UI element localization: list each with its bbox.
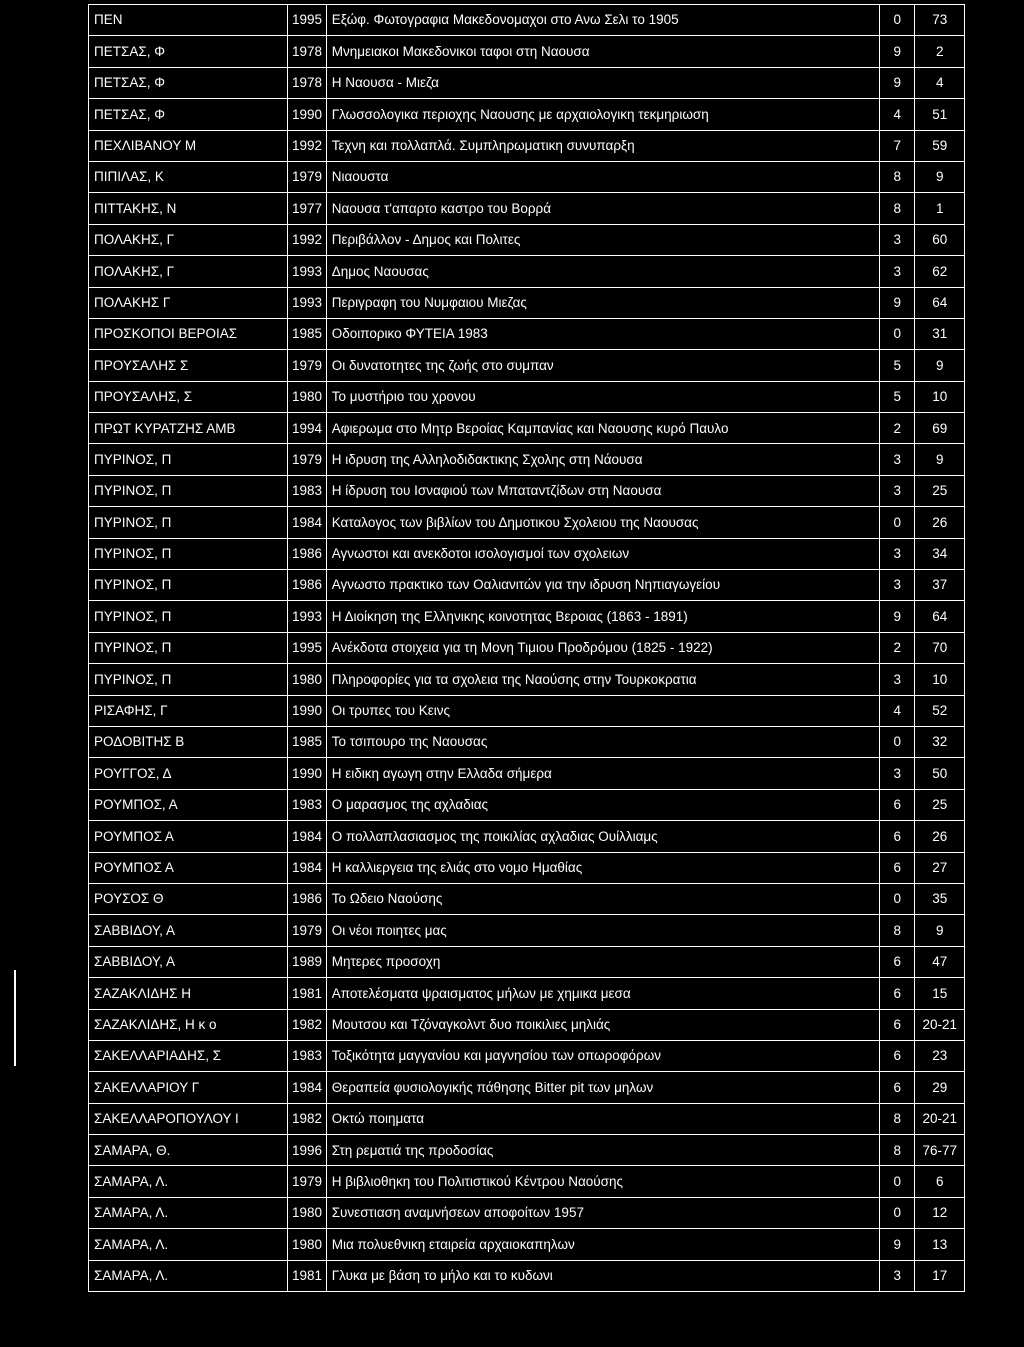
author-cell: ΠΡΩΤ ΚΥΡΑΤΖΗΣ ΑΜΒ xyxy=(89,413,288,444)
author-cell: ΠΕΤΣΑΣ, Φ xyxy=(89,36,288,67)
year-cell: 1984 xyxy=(288,821,326,852)
table-body xyxy=(89,5,965,1292)
title-cell: Το μυστήριο του χρονου xyxy=(326,381,879,412)
table-row xyxy=(89,570,965,601)
page-cell: 76-77 xyxy=(915,1135,965,1166)
issue-cell: 6 xyxy=(880,789,915,820)
author-cell: ΠΥΡΙΝΟΣ, Π xyxy=(89,664,288,695)
issue-cell: 8 xyxy=(880,1103,915,1134)
page-cell: 37 xyxy=(915,570,965,601)
author-cell: ΠΟΛΑΚΗΣ Γ xyxy=(89,287,288,318)
page-cell: 27 xyxy=(915,852,965,883)
issue-cell: 8 xyxy=(880,193,915,224)
author-cell: ΣΑΜΑΡΑ, Λ. xyxy=(89,1229,288,1260)
title-cell: Τοξικότητα μαγγανίου και μαγνησίου των οπωροφόρων xyxy=(326,1040,879,1071)
title-cell: Μια πολυεθνικη εταιρεία αρχαιοκαπηλων xyxy=(326,1229,879,1260)
table-row xyxy=(89,538,965,569)
year-cell: 1985 xyxy=(288,726,326,757)
table-row xyxy=(89,821,965,852)
page-cell: 29 xyxy=(915,1072,965,1103)
author-cell: ΠΥΡΙΝΟΣ, Π xyxy=(89,507,288,538)
author-cell: ΠΥΡΙΝΟΣ, Π xyxy=(89,632,288,663)
author-cell: ΣΑΒΒΙΔΟΥ, Α xyxy=(89,946,288,977)
issue-cell: 3 xyxy=(880,758,915,789)
year-cell: 1978 xyxy=(288,36,326,67)
year-cell: 1981 xyxy=(288,978,326,1009)
year-cell: 1994 xyxy=(288,413,326,444)
page-cell: 9 xyxy=(915,161,965,192)
table-row xyxy=(89,475,965,506)
year-cell: 1986 xyxy=(288,538,326,569)
title-cell: Στη ρεματιά της προδοσίας xyxy=(326,1135,879,1166)
author-cell: ΣΑΚΕΛΛΑΡΙΟΥ Γ xyxy=(89,1072,288,1103)
author-cell: ΠΡΟΥΣΑΛΗΣ, Σ xyxy=(89,381,288,412)
issue-cell: 3 xyxy=(880,664,915,695)
issue-cell: 9 xyxy=(880,36,915,67)
title-cell: Η ειδικη αγωγη στην Ελλαδα σήμερα xyxy=(326,758,879,789)
title-cell: Τεχνη και πολλαπλά. Συμπληρωματικη συνυπαρξη xyxy=(326,130,879,161)
page-cell: 62 xyxy=(915,256,965,287)
issue-cell: 2 xyxy=(880,413,915,444)
article-index-table xyxy=(88,4,965,1292)
title-cell: Ανέκδοτα στοιχεια για τη Μονη Τιμιου Προδρόμου (1825 - 1922) xyxy=(326,632,879,663)
author-cell: ΠΥΡΙΝΟΣ, Π xyxy=(89,538,288,569)
page-cell: 69 xyxy=(915,413,965,444)
page-cell: 64 xyxy=(915,601,965,632)
title-cell: Συνεστιαση αναμνήσεων αποφοίτων 1957 xyxy=(326,1197,879,1228)
issue-cell: 0 xyxy=(880,5,915,36)
author-cell: ΣΑΚΕΛΛΑΡΙΑΔΗΣ, Σ xyxy=(89,1040,288,1071)
issue-cell: 3 xyxy=(880,570,915,601)
page-cell: 2 xyxy=(915,36,965,67)
issue-cell: 3 xyxy=(880,224,915,255)
page-cell: 9 xyxy=(915,915,965,946)
author-cell: ΣΑΒΒΙΔΟΥ, Α xyxy=(89,915,288,946)
table-row xyxy=(89,915,965,946)
table-row xyxy=(89,1135,965,1166)
title-cell: Αγνωστο πρακτικο των Οαλιανιτών για την ιδρυση Νηπιαγωγείου xyxy=(326,570,879,601)
year-cell: 1980 xyxy=(288,664,326,695)
title-cell: Ο πολλαπλασιασμος της ποικιλίας αχλαδιας Ουίλλιαμς xyxy=(326,821,879,852)
author-cell: ΠΙΤΤΑΚΗΣ, Ν xyxy=(89,193,288,224)
issue-cell: 9 xyxy=(880,287,915,318)
year-cell: 1990 xyxy=(288,695,326,726)
year-cell: 1986 xyxy=(288,570,326,601)
page-cell: 26 xyxy=(915,821,965,852)
year-cell: 1983 xyxy=(288,789,326,820)
issue-cell: 3 xyxy=(880,538,915,569)
author-cell: ΣΑΜΑΡΑ, Λ. xyxy=(89,1166,288,1197)
page-cell: 17 xyxy=(915,1260,965,1291)
issue-cell: 8 xyxy=(880,1135,915,1166)
title-cell: Μητερες προσοχη xyxy=(326,946,879,977)
issue-cell: 4 xyxy=(880,695,915,726)
table-row xyxy=(89,789,965,820)
issue-cell: 6 xyxy=(880,852,915,883)
title-cell: Το τσιπουρο της Ναουσας xyxy=(326,726,879,757)
title-cell: Μνημειακοι Μακεδονικοι ταφοι στη Ναουσα xyxy=(326,36,879,67)
margin-mark xyxy=(14,970,16,1066)
year-cell: 1989 xyxy=(288,946,326,977)
page-cell: 13 xyxy=(915,1229,965,1260)
author-cell: ΠΡΟΣΚΟΠΟΙ ΒΕΡΟΙΑΣ xyxy=(89,318,288,349)
year-cell: 1993 xyxy=(288,601,326,632)
table-row xyxy=(89,36,965,67)
author-cell: ΣΑΜΑΡΑ, Λ. xyxy=(89,1197,288,1228)
author-cell: ΠΟΛΑΚΗΣ, Γ xyxy=(89,224,288,255)
year-cell: 1990 xyxy=(288,99,326,130)
title-cell: Δημος Ναουσας xyxy=(326,256,879,287)
title-cell: Περιβάλλον - Δημος και Πολιτες xyxy=(326,224,879,255)
title-cell: Η ιδρυση της Αλληλοδιδακτικης Σχολης στη Νάουσα xyxy=(326,444,879,475)
table-row xyxy=(89,1040,965,1071)
issue-cell: 3 xyxy=(880,444,915,475)
title-cell: Το Ωδειο Ναούσης xyxy=(326,883,879,914)
table-row xyxy=(89,161,965,192)
year-cell: 1979 xyxy=(288,1166,326,1197)
title-cell: Θεραπεία φυσιολογικής πάθησης Bitter pit των μηλων xyxy=(326,1072,879,1103)
year-cell: 1982 xyxy=(288,1009,326,1040)
table-row xyxy=(89,726,965,757)
page-cell: 34 xyxy=(915,538,965,569)
issue-cell: 2 xyxy=(880,632,915,663)
year-cell: 1977 xyxy=(288,193,326,224)
title-cell: Μουτσου και Τζόναγκολντ δυο ποικιλιες μηλιάς xyxy=(326,1009,879,1040)
author-cell: ΠΕΤΣΑΣ, Φ xyxy=(89,67,288,98)
author-cell: ΠΕΧΛΙΒΑΝΟΥ Μ xyxy=(89,130,288,161)
page-cell: 32 xyxy=(915,726,965,757)
author-cell: ΠΡΟΥΣΑΛΗΣ Σ xyxy=(89,350,288,381)
issue-cell: 0 xyxy=(880,883,915,914)
page-cell: 20-21 xyxy=(915,1103,965,1134)
page-cell: 20-21 xyxy=(915,1009,965,1040)
author-cell: ΡΟΥΓΓΟΣ, Δ xyxy=(89,758,288,789)
title-cell: Η ίδρυση του Ισναφιού των Μπαταντζίδων στη Ναουσα xyxy=(326,475,879,506)
title-cell: Οδοιπορικο ΦΥΤΕΙΑ 1983 xyxy=(326,318,879,349)
table-row xyxy=(89,1072,965,1103)
table-row xyxy=(89,601,965,632)
page-cell: 15 xyxy=(915,978,965,1009)
table-row xyxy=(89,67,965,98)
author-cell: ΡΟΥΜΠΟΣ, Α xyxy=(89,789,288,820)
title-cell: Αγνωστοι και ανεκδοτοι ισολογισμοί των σχολειων xyxy=(326,538,879,569)
table-row xyxy=(89,695,965,726)
page-cell: 25 xyxy=(915,475,965,506)
issue-cell: 5 xyxy=(880,350,915,381)
year-cell: 1995 xyxy=(288,5,326,36)
title-cell: Η Ναουσα - Μιεζα xyxy=(326,67,879,98)
author-cell: ΣΑΜΑΡΑ, Λ. xyxy=(89,1260,288,1291)
table-row xyxy=(89,130,965,161)
page-cell: 73 xyxy=(915,5,965,36)
page-cell: 10 xyxy=(915,664,965,695)
year-cell: 1993 xyxy=(288,287,326,318)
title-cell: Γλυκα με βάση το μήλο και το κυδωνι xyxy=(326,1260,879,1291)
table-row xyxy=(89,758,965,789)
author-cell: ΠΥΡΙΝΟΣ, Π xyxy=(89,570,288,601)
year-cell: 1979 xyxy=(288,161,326,192)
year-cell: 1979 xyxy=(288,350,326,381)
author-cell: ΠΟΛΑΚΗΣ, Γ xyxy=(89,256,288,287)
table-row xyxy=(89,1229,965,1260)
author-cell: ΣΑΜΑΡΑ, Θ. xyxy=(89,1135,288,1166)
table-row xyxy=(89,1009,965,1040)
issue-cell: 4 xyxy=(880,99,915,130)
year-cell: 1984 xyxy=(288,852,326,883)
page-cell: 10 xyxy=(915,381,965,412)
issue-cell: 0 xyxy=(880,507,915,538)
page-cell: 9 xyxy=(915,350,965,381)
title-cell: Η καλλιεργεια της ελιάς στο νομο Ημαθίας xyxy=(326,852,879,883)
title-cell: Ο μαρασμος της αχλαδιας xyxy=(326,789,879,820)
issue-cell: 7 xyxy=(880,130,915,161)
page-cell: 25 xyxy=(915,789,965,820)
page-cell: 47 xyxy=(915,946,965,977)
issue-cell: 6 xyxy=(880,946,915,977)
title-cell: Οι δυνατοτητες της ζωής στο συμπαν xyxy=(326,350,879,381)
author-cell: ΠΥΡΙΝΟΣ, Π xyxy=(89,444,288,475)
year-cell: 1992 xyxy=(288,130,326,161)
year-cell: 1978 xyxy=(288,67,326,98)
page-cell: 52 xyxy=(915,695,965,726)
table-row xyxy=(89,1197,965,1228)
table-row xyxy=(89,413,965,444)
author-cell: ΠΙΠΙΛΑΣ, Κ xyxy=(89,161,288,192)
author-cell: ΣΑΚΕΛΛΑΡΟΠΟΥΛΟΥ Ι xyxy=(89,1103,288,1134)
page-cell: 31 xyxy=(915,318,965,349)
issue-cell: 3 xyxy=(880,256,915,287)
year-cell: 1981 xyxy=(288,1260,326,1291)
title-cell: Αποτελέσματα ψραισματος μήλων με χημικα μεσα xyxy=(326,978,879,1009)
page-cell: 59 xyxy=(915,130,965,161)
year-cell: 1980 xyxy=(288,1197,326,1228)
title-cell: Οι τρυπες του Κεινς xyxy=(326,695,879,726)
table-row xyxy=(89,1103,965,1134)
page-cell: 6 xyxy=(915,1166,965,1197)
issue-cell: 9 xyxy=(880,1229,915,1260)
table-row xyxy=(89,632,965,663)
table-row xyxy=(89,664,965,695)
issue-cell: 3 xyxy=(880,475,915,506)
page-cell: 1 xyxy=(915,193,965,224)
author-cell: ΡΟΥΜΠΟΣ Α xyxy=(89,821,288,852)
page-cell: 9 xyxy=(915,444,965,475)
issue-cell: 9 xyxy=(880,67,915,98)
table-row xyxy=(89,852,965,883)
page-cell: 4 xyxy=(915,67,965,98)
year-cell: 1985 xyxy=(288,318,326,349)
title-cell: Ναουσα τ'απαρτο καστρο του Βορρά xyxy=(326,193,879,224)
page-cell: 50 xyxy=(915,758,965,789)
table-row xyxy=(89,444,965,475)
page-cell: 23 xyxy=(915,1040,965,1071)
title-cell: Πληροφορίες για τα σχολεια της Ναούσης στην Τουρκοκρατια xyxy=(326,664,879,695)
title-cell: Γλωσσολογικα περιοχης Ναουσης με αρχαιολογικη τεκμηριωση xyxy=(326,99,879,130)
year-cell: 1983 xyxy=(288,475,326,506)
table-row xyxy=(89,978,965,1009)
issue-cell: 6 xyxy=(880,1072,915,1103)
table-row xyxy=(89,224,965,255)
page-cell: 60 xyxy=(915,224,965,255)
page-cell: 51 xyxy=(915,99,965,130)
title-cell: Περιγραφη του Νυμφαιου Μιεζας xyxy=(326,287,879,318)
year-cell: 1984 xyxy=(288,507,326,538)
table-row xyxy=(89,193,965,224)
year-cell: 1993 xyxy=(288,256,326,287)
page-cell: 70 xyxy=(915,632,965,663)
table-row xyxy=(89,287,965,318)
year-cell: 1992 xyxy=(288,224,326,255)
author-cell: ΠΥΡΙΝΟΣ, Π xyxy=(89,475,288,506)
year-cell: 1980 xyxy=(288,1229,326,1260)
issue-cell: 8 xyxy=(880,161,915,192)
year-cell: 1982 xyxy=(288,1103,326,1134)
issue-cell: 6 xyxy=(880,978,915,1009)
table-row xyxy=(89,318,965,349)
issue-cell: 0 xyxy=(880,318,915,349)
title-cell: Νιαουστα xyxy=(326,161,879,192)
table-row xyxy=(89,256,965,287)
table-row xyxy=(89,883,965,914)
table-row xyxy=(89,99,965,130)
title-cell: Οκτώ ποιηματα xyxy=(326,1103,879,1134)
issue-cell: 0 xyxy=(880,1166,915,1197)
page-cell: 35 xyxy=(915,883,965,914)
author-cell: ΡΟΥΜΠΟΣ Α xyxy=(89,852,288,883)
page-cell: 26 xyxy=(915,507,965,538)
author-cell: ΡΙΣΑΦΗΣ, Γ xyxy=(89,695,288,726)
table-row xyxy=(89,1260,965,1291)
author-cell: ΠΕΤΣΑΣ, Φ xyxy=(89,99,288,130)
title-cell: Αφιερωμα στο Μητρ Βεροίας Καμπανίας και Ναουσης κυρό Παυλο xyxy=(326,413,879,444)
author-cell: ΣΑΖΑΚΛΙΔΗΣ Η xyxy=(89,978,288,1009)
year-cell: 1983 xyxy=(288,1040,326,1071)
issue-cell: 6 xyxy=(880,1040,915,1071)
issue-cell: 6 xyxy=(880,1009,915,1040)
year-cell: 1979 xyxy=(288,915,326,946)
table-row xyxy=(89,350,965,381)
title-cell: Εξώφ. Φωτογραφια Μακεδονομαχοι στο Ανω Σελι το 1905 xyxy=(326,5,879,36)
issue-cell: 8 xyxy=(880,915,915,946)
year-cell: 1979 xyxy=(288,444,326,475)
year-cell: 1980 xyxy=(288,381,326,412)
table-row xyxy=(89,381,965,412)
author-cell: ΡΟΥΣΟΣ Θ xyxy=(89,883,288,914)
issue-cell: 9 xyxy=(880,601,915,632)
year-cell: 1995 xyxy=(288,632,326,663)
title-cell: Η Διοίκηση της Ελληνικης κοινοτητας Βεροιας (1863 - 1891) xyxy=(326,601,879,632)
author-cell: ΣΑΖΑΚΛΙΔΗΣ, Η κ ο xyxy=(89,1009,288,1040)
title-cell: Η βιβλιοθηκη του Πολιτιστικού Κέντρου Ναούσης xyxy=(326,1166,879,1197)
title-cell: Οι νέοι ποιητες μας xyxy=(326,915,879,946)
year-cell: 1984 xyxy=(288,1072,326,1103)
table-row xyxy=(89,1166,965,1197)
year-cell: 1996 xyxy=(288,1135,326,1166)
page-cell: 12 xyxy=(915,1197,965,1228)
page-cell: 64 xyxy=(915,287,965,318)
issue-cell: 5 xyxy=(880,381,915,412)
author-cell: ΡΟΔΟΒΙΤΗΣ Β xyxy=(89,726,288,757)
issue-cell: 6 xyxy=(880,821,915,852)
issue-cell: 0 xyxy=(880,726,915,757)
year-cell: 1986 xyxy=(288,883,326,914)
issue-cell: 3 xyxy=(880,1260,915,1291)
title-cell: Καταλογος των βιβλίων του Δημοτικου Σχολειου της Ναουσας xyxy=(326,507,879,538)
table-row xyxy=(89,5,965,36)
table-row xyxy=(89,507,965,538)
table-row xyxy=(89,946,965,977)
author-cell: ΠΕΝ xyxy=(89,5,288,36)
author-cell: ΠΥΡΙΝΟΣ, Π xyxy=(89,601,288,632)
year-cell: 1990 xyxy=(288,758,326,789)
issue-cell: 0 xyxy=(880,1197,915,1228)
